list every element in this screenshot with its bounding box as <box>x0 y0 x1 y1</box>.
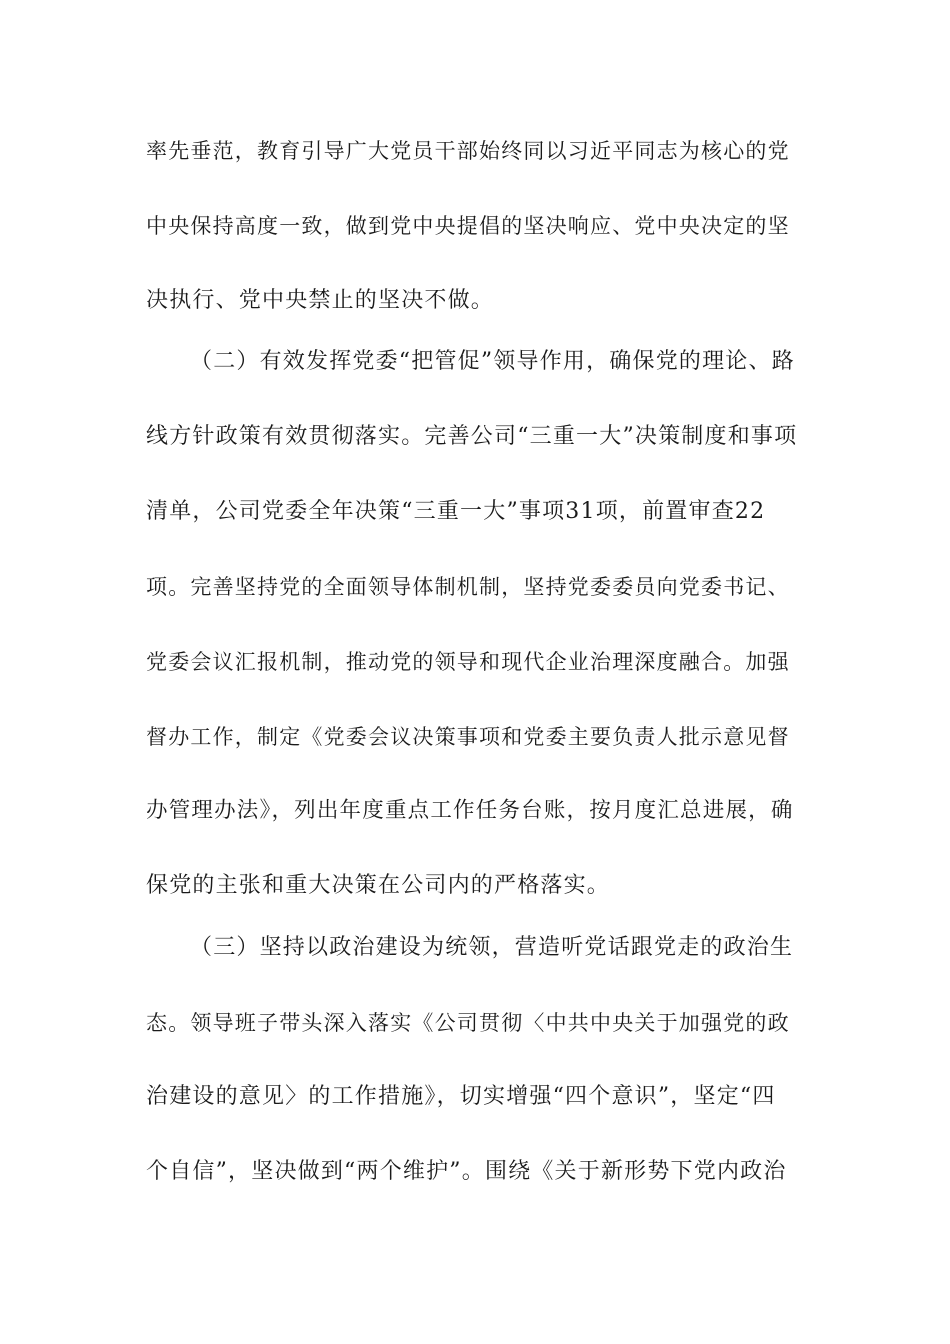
paragraph-line: 治建设的意见〉的工作措施》，切实增强“四个意识”，坚定“四 <box>146 1084 776 1109</box>
section-heading-line: （二）有效发挥党委“把管促”领导作用，确保党的理论、路 <box>190 349 795 374</box>
paragraph-line: 线方针政策有效贯彻落实。完善公司“三重一大”决策制度和事项 <box>146 424 798 449</box>
paragraph-line: 清单，公司党委全年决策“三重一大”事项31项，前置审查22 <box>146 499 766 524</box>
paragraph-line: 项。完善坚持党的全面领导体制机制，坚持党委委员向党委书记、 <box>146 575 790 599</box>
paragraph-line: 督办工作，制定《党委会议决策事项和党委主要负责人批示意见督 <box>146 725 790 749</box>
paragraph-line: 决执行、党中央禁止的坚决不做。 <box>146 288 495 313</box>
paragraph-line: 个自信”，坚决做到“两个维护”。围绕《关于新形势下党内政治 <box>146 1159 787 1184</box>
paragraph-line: 中央保持高度一致，做到党中央提倡的坚决响应、党中央决定的坚 <box>146 214 790 238</box>
paragraph-line: 态。领导班子带头深入落实《公司贯彻〈中共中央关于加强党的政 <box>146 1011 790 1035</box>
section-heading-line: （三）坚持以政治建设为统领，营造听党话跟党走的政治生 <box>190 935 794 960</box>
paragraph-line: 率先垂范，教育引导广大党员干部始终同以习近平同志为核心的党 <box>146 139 790 163</box>
paragraph-line: 党委会议汇报机制，推动党的领导和现代企业治理深度融合。加强 <box>146 650 790 674</box>
paragraph-line: 办管理办法》，列出年度重点工作任务台账，按月度汇总进展，确 <box>146 798 794 823</box>
paragraph-line: 保党的主张和重大决策在公司内的严格落实。 <box>146 873 611 898</box>
